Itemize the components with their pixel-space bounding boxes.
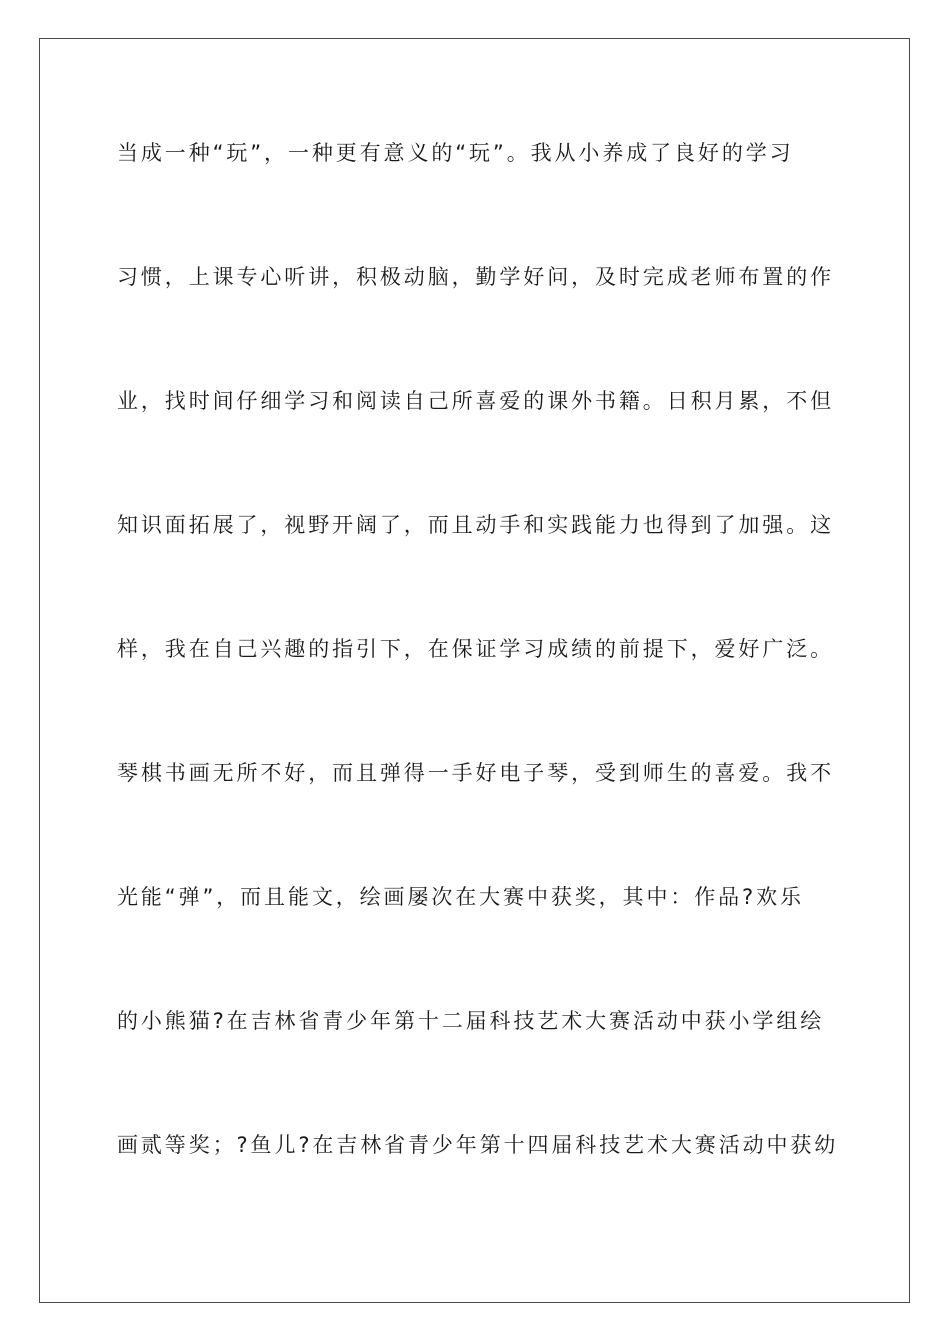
text-line: 样，我在自己兴趣的指引下，在保证学习成绩的前提下，爱好广泛。 [117,637,834,661]
document-body [117,133,839,1249]
text-line: 习惯，上课专心听讲，积极动脑，勤学好问，及时完成老师布置的作 [117,265,834,289]
text-line: 知识面拓展了，视野开阔了，而且动手和实践能力也得到了加强。这 [117,513,834,537]
text-line: 业，找时间仔细学习和阅读自己所喜爱的课外书籍。日积月累，不但 [117,389,834,413]
text-line: 的小熊猫?在吉林省青少年第十二届科技艺术大赛活动中获小学组绘 [117,1009,825,1033]
text-line: 画贰等奖；?鱼儿?在吉林省青少年第十四届科技艺术大赛活动中获幼 [117,1133,839,1157]
text-line: 琴棋书画无所不好，而且弹得一手好电子琴，受到师生的喜爱。我不 [117,761,834,785]
text-line: 当成一种“玩”，一种更有意义的“玩”。我从小养成了良好的学习 [117,141,794,165]
text-line: 光能“弹”，而且能文，绘画屡次在大赛中获奖，其中：作品?欢乐 [117,885,804,909]
